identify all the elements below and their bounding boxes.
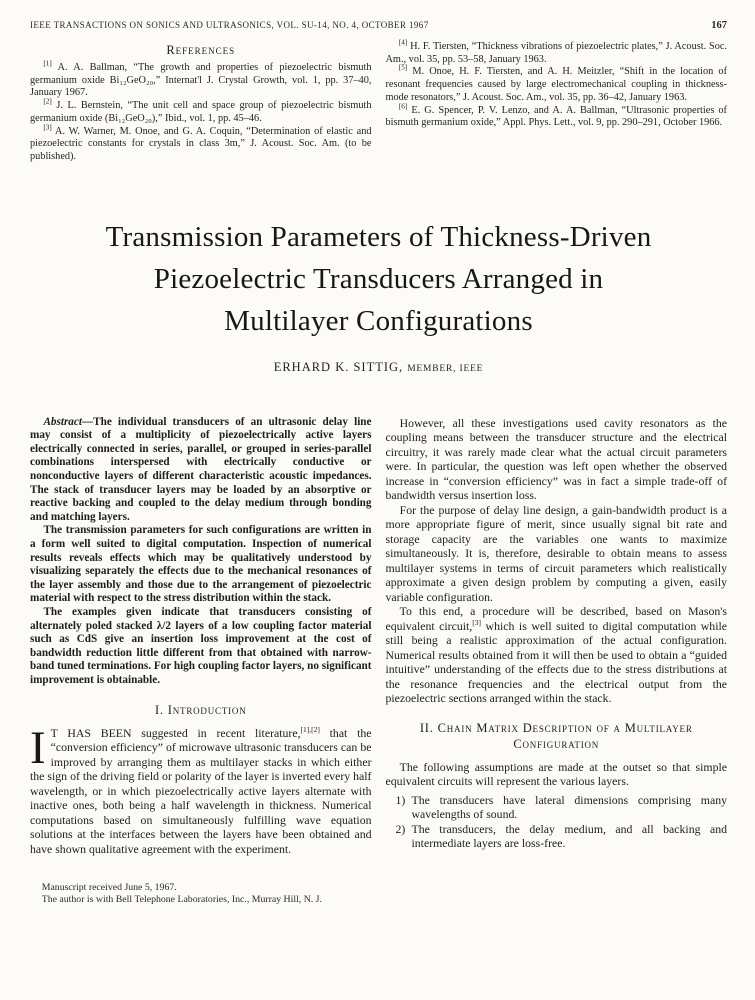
body-paragraph-2: For the purpose of delay line design, a gain-bandwidth product is a more appropriate figure of merit, since usually signal bit rate and storage capacity are the variables one wants to maximize simultaneously. It is, therefore, desirable to obtain means to assess multilayer systems in terms of circuit parameters which realistically approximate a given design problem by computing a given, easily variable configuration. (385, 502, 727, 604)
references-left-column (30, 41, 372, 164)
article-title (30, 216, 727, 342)
abstract-paragraph-1 (30, 416, 372, 525)
list-item-text: The transducers, the delay medium, and all backing and intermediate layers are loss-free. (411, 821, 727, 851)
introduction-text-b: that the “conversion efficiency” of microwave ultrasonic transducers can be improved by arranging them as multilayer stacks in which either the sign of the driving field or polarity of the layer is inverted every half wavelength, or in which piezoelectrically active layers alternate with inactive ones, both being a half wavelength in thickness. Numerical computations based on simultaneously fulfilling wave equation solutions at the interfaces between the layers have been obtained and have shown qualitative agreement with the experiment. (30, 725, 372, 856)
list-item-2 (386, 822, 728, 851)
reference-text: H. F. Tiersten, “Thickness vibrations of piezoelectric plates,” J. Acoust. Soc. Am., vol. 35, pp. 53–58, January 1963. (385, 41, 727, 65)
section-heading-chain-matrix: II. Chain Matrix Description of a Multilayer Configuration (419, 720, 693, 751)
reference-item (30, 97, 372, 125)
body-paragraph-1: However, all these investigations used cavity resonators as the coupling means between the transducer structure and the electrical circuitry, it was rarely made clear what the actual circuit parameters were. In particular, the question was left open whether the observed increase in “conversion efficiency” was in fact a simple trade-off of bandwidth versus insertion loss. (385, 415, 727, 503)
body-right-column (386, 416, 728, 906)
author-membership: MEMBER, IEEE (407, 363, 484, 374)
introduction-paragraph (30, 721, 372, 857)
citation-marker: [1],[2] (300, 724, 320, 734)
reference-item (385, 63, 728, 104)
abstract-label: Abstract— (43, 415, 94, 428)
footnote-line-2: The author is with Bell Telephone Laboratories, Inc., Murray Hill, N. J. (41, 893, 322, 905)
reference-number: [6] (398, 102, 408, 111)
body-left-column (30, 416, 372, 906)
reference-text: A. W. Warner, M. Onoe, and G. A. Coquin, “Determination of elastic and piezoelectric constants for crystals in class 3m,” J. Acoust. Soc. Am. (to be published). (30, 125, 372, 162)
abstract-text-1: The individual transducers of an ultrasonic delay line may consist of a multiplicity of piezoelectrically active layers electrically connected in series, parallel, or grouped in series-parallel combinations interspersed with electrically conductive or nonconductive layers of different characteristic acoustic impedances. The stack of transducer layers may be loaded by an absorptive or reactive backing and coupled to the delay medium through bonding and matching layers. (30, 415, 372, 523)
introduction-text-a: T HAS BEEN suggested in recent literature, (50, 725, 301, 740)
reference-text: J. L. Bernstein, “The unit cell and space group of piezoelectric bismuth germanium oxide (Bi₁₂GeO₂₀),” Ibid., vol. 1, pp. 45–46. (30, 100, 372, 124)
body-text-3b: which is well suited to digital computation while still being a realistic approximation of the actual configuration. Numerical results obtained from it will then be used to obtain a “guided intuitive” understanding of the effects due to the stress distributions at the resonance frequencies and the electrical output from the piezoelectric sections arranged within the stack. (385, 618, 727, 706)
author-name: ERHARD K. SITTIG, (273, 359, 404, 374)
article-body (30, 416, 727, 906)
footnote (30, 882, 372, 906)
list-item-text: The transducers have lateral dimensions comprising many wavelengths of sound. (411, 792, 727, 822)
citation-marker: [3] (472, 617, 482, 627)
abstract (30, 416, 372, 688)
author-line (30, 358, 727, 376)
list-item-number: 1) (395, 792, 406, 807)
title-line-1: Transmission Parameters of Thickness-Driven (105, 220, 652, 253)
assumptions-list (386, 793, 728, 851)
reference-number: [5] (398, 63, 408, 72)
section2-paragraph: The following assumptions are made at the outset so that simple equivalent circuits will represent the various layers. (385, 759, 727, 789)
section-heading-introduction: I. Introduction (154, 702, 247, 717)
list-item-1 (386, 793, 728, 822)
reference-item (385, 38, 728, 66)
abstract-paragraph-3: The examples given indicate that transducers consisting of alternately poled stacked λ/2 layers of a low coupling factor material such as CdS give an insertion loss improvement at the cost of bandwidth reduction little different from that obtained with narrow-band tuned terminations. For high coupling factor layers, no significant improvement is obtainable. (30, 605, 372, 686)
abstract-paragraph-2: The transmission parameters for such configurations are written in a form well suited to digital computation. Inspection of numerical results reveals effects which may be qualitatively understood by visualizing separately the effects due to the mechanical resonances of the layer assembly and those due to the arrangement of piezoelectric material with respect to the stress distribution within the stack. (30, 524, 372, 605)
reference-number: [3] (43, 123, 52, 132)
reference-number: [4] (398, 38, 408, 47)
list-item-number: 2) (395, 821, 406, 836)
references-heading: References (166, 43, 236, 57)
body-text-3a: To this end, a procedure will be described, based on Mason's equivalent circuit, (385, 604, 727, 633)
footnote-line-1: Manuscript received June 5, 1967. (41, 882, 177, 893)
title-line-3: Multilayer Configurations (224, 304, 533, 337)
reference-item (30, 59, 372, 100)
reference-text: M. Onoe, H. F. Tiersten, and A. H. Meitzler, “Shift in the location of resonant frequencies caused by large electromechanical coupling in thickness-mode resonators,” J. Acoust. Soc. Am., vol. 35, pp. 36–42, January 1963. (385, 66, 727, 103)
running-header (30, 20, 727, 31)
reference-item (385, 102, 728, 130)
drop-cap: I (30, 721, 46, 774)
reference-item (30, 123, 372, 164)
reference-number: [2] (43, 97, 52, 106)
reference-text: E. G. Spencer, P. V. Lenzo, and A. A. Ballman, “Ultrasonic properties of bismuth germanium oxide,” Appl. Phys. Lett., vol. 9, pp. 290–291, October 1966. (385, 104, 727, 129)
journal-line: IEEE TRANSACTIONS ON SONICS AND ULTRASONICS, VOL. SU-14, NO. 4, OCTOBER 1967 (30, 20, 429, 30)
reference-number: [1] (43, 59, 52, 68)
page-number: 167 (711, 20, 727, 31)
body-paragraph-3 (386, 604, 728, 706)
references-section (30, 38, 727, 164)
reference-text: A. A. Ballman, “The growth and properties of piezoelectric bismuth germanium oxide Bi₁₂GeO₂₀,” Internat'l J. Crystal Growth, vol. 1, pp. 37–40, January 1967. (30, 62, 372, 99)
references-right-column (385, 38, 728, 164)
title-line-2: Piezoelectric Transducers Arranged in (153, 262, 604, 295)
